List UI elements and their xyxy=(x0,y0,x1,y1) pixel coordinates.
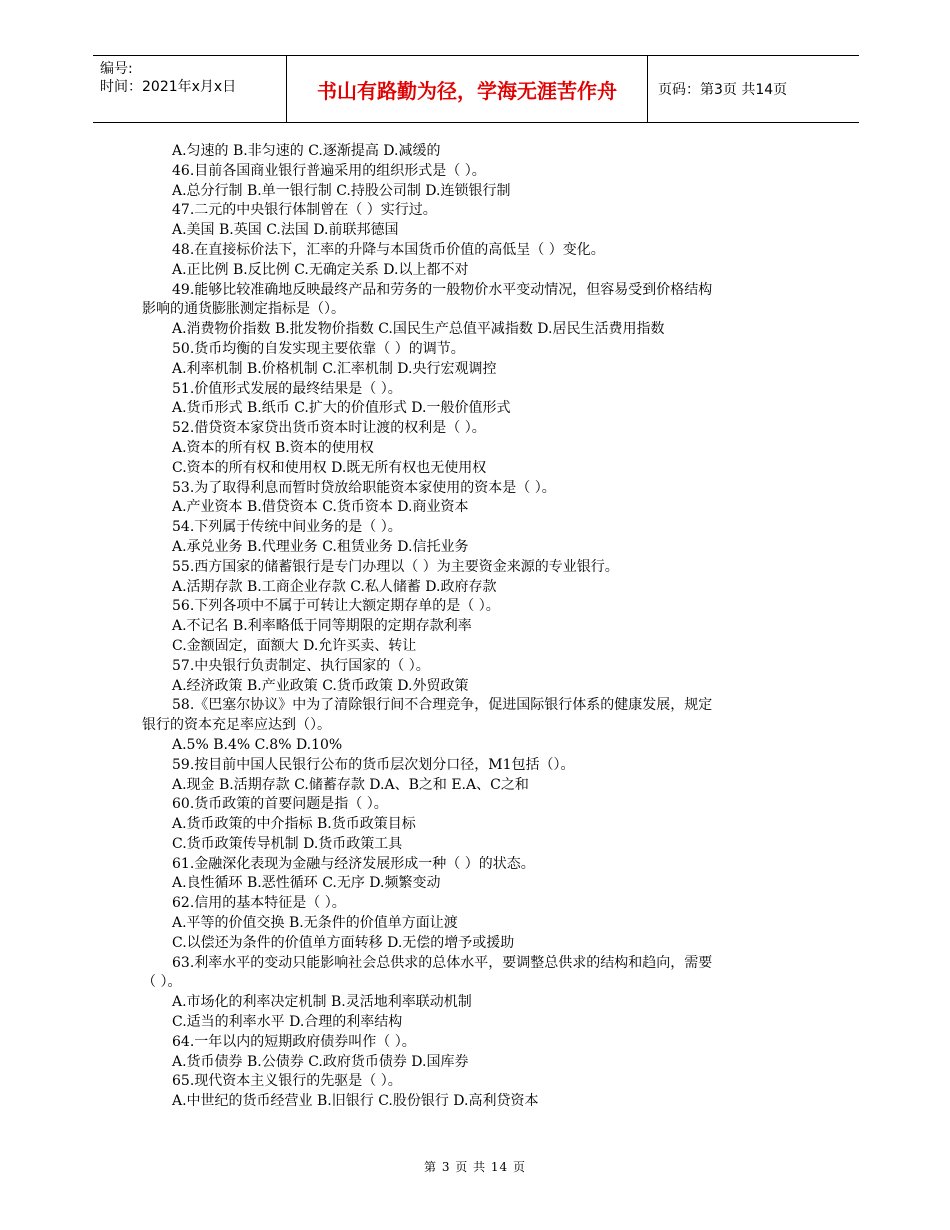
text-line: C.金额固定，面额大 D.允许买卖、转让 xyxy=(172,637,417,654)
text-line: A.承兑业务 B.代理业务 C.租赁业务 D.信托业务 xyxy=(172,538,469,555)
text-line: 52.借贷资本家贷出货币资本时让渡的权利是（ ）。 xyxy=(172,420,486,437)
text-line: A.总分行制 B.单一银行制 C.持股公司制 D.连锁银行制 xyxy=(172,182,511,199)
text-line: 58.《巴塞尔协议》中为了清除银行间不合理竞争，促进国际银行体系的健康发展，规定 xyxy=(172,697,713,714)
text-line: 54.下列属于传统中间业务的是（ ）。 xyxy=(172,519,402,536)
text-line: A.货币政策的中介指标 B.货币政策目标 xyxy=(172,816,416,833)
text-line: C.适当的利率水平 D.合理的利率结构 xyxy=(172,1014,403,1031)
text-line: C.货币政策传导机制 D.货币政策工具 xyxy=(172,835,403,852)
header-motto: 书山有路勤为径，学海无涯苦作舟 xyxy=(317,78,617,103)
document-time-label: 时间：2021年x月x日 xyxy=(100,79,237,95)
text-line: A.利率机制 B.价格机制 C.汇率机制 D.央行宏观调控 xyxy=(172,360,497,377)
text-line: A.匀速的 B.非匀速的 C.逐渐提高 D.减缓的 xyxy=(172,143,441,159)
page-footer: 第 3 页 共 14 页 xyxy=(424,1160,526,1174)
text-line: （ ）。 xyxy=(142,974,182,991)
text-line: 59.按目前中国人民银行公布的货币层次划分口径，M1包括（）。 xyxy=(172,756,575,773)
text-line: A.5% B.4% C.8% D.10% xyxy=(172,736,343,753)
text-line: A.不记名 B.利率略低于同等期限的定期存款利率 xyxy=(172,618,472,635)
text-line: A.美国 B.英国 C.法国 D.前联邦德国 xyxy=(172,222,399,239)
page-header xyxy=(93,55,859,123)
text-line: 65.现代资本主义银行的先驱是（ ）。 xyxy=(172,1073,402,1090)
text-line: A.货币债券 B.公债券 C.政府货币债券 D.国库券 xyxy=(172,1053,469,1070)
text-line: A.经济政策 B.产业政策 C.货币政策 D.外贸政策 xyxy=(172,677,469,694)
text-line: A.平等的价值交换 B.无条件的价值单方面让渡 xyxy=(172,915,458,932)
text-line: 61.金融深化表现为金融与经济发展形成一种（ ）的状态。 xyxy=(172,855,535,872)
text-line: A.产业资本 B.借贷资本 C.货币资本 D.商业资本 xyxy=(172,499,469,516)
text-line: A.活期存款 B.工商企业存款 C.私人储蓄 D.政府存款 xyxy=(172,578,497,595)
text-line: A.现金 B.活期存款 C.储蓄存款 D.A、B之和 E.A、C之和 xyxy=(172,776,529,793)
text-line: A.消费物价指数 B.批发物价指数 C.国民生产总值平减指数 D.居民生活费用指数 xyxy=(172,321,665,338)
text-line: A.市场化的利率决定机制 B.灵活地利率联动机制 xyxy=(172,994,472,1011)
text-line: A.中世纪的货币经营业 B.旧银行 C.股份银行 D.高利贷资本 xyxy=(172,1093,539,1110)
text-line: A.货币形式 B.纸币 C.扩大的价值形式 D.一般价值形式 xyxy=(172,400,511,417)
text-line: 55.西方国家的储蓄银行是专门办理以（ ）为主要资金来源的专业银行。 xyxy=(172,558,619,575)
text-line: 51.价值形式发展的最终结果是（ ）。 xyxy=(172,380,402,397)
text-line: 63.利率水平的变动只能影响社会总供求的总体水平，要调整总供求的结构和趋向，需要 xyxy=(172,954,713,971)
text-line: C.以偿还为条件的价值单方面转移 D.无偿的增予或援助 xyxy=(172,934,515,951)
header-page-info: 页码：第3页 共14页 xyxy=(658,82,788,98)
text-line: A.正比例 B.反比例 C.无确定关系 D.以上都不对 xyxy=(172,261,469,278)
question-body xyxy=(142,142,802,1112)
text-line: 48.在直接标价法下，汇率的升降与本国货币价值的高低呈（ ）变化。 xyxy=(172,241,605,258)
text-line: 53.为了取得利息而暂时贷放给职能资本家使用的资本是（ ）。 xyxy=(172,479,556,496)
text-line: 64.一年以内的短期政府债券叫作（ ）。 xyxy=(172,1033,416,1050)
text-line: 影响的通货膨胀测定指标是（）。 xyxy=(142,301,345,318)
text-line: A.良性循环 B.恶性循环 C.无序 D.频繁变动 xyxy=(172,875,441,892)
text-line: 银行的资本充足率应达到（）。 xyxy=(142,717,331,734)
text-line: 50.货币均衡的自发实现主要依靠（ ）的调节。 xyxy=(172,340,465,357)
text-line: C.资本的所有权和使用权 D.既无所有权也无使用权 xyxy=(172,459,487,476)
text-line: 57.中央银行负责制定、执行国家的（ ）。 xyxy=(172,657,430,674)
header-meta xyxy=(100,60,286,96)
document-number-label: 编号: xyxy=(100,61,133,77)
text-line: A.资本的所有权 B.资本的使用权 xyxy=(172,439,374,456)
text-line: 46.目前各国商业银行普遍采用的组织形式是（ ）。 xyxy=(172,162,486,179)
text-line: 49.能够比较准确地反映最终产品和劳务的一般物价水平变动情况，但容易受到价格结构 xyxy=(172,281,713,298)
text-line: 62.信用的基本特征是（ ）。 xyxy=(172,895,346,912)
text-line: 47.二元的中央银行体制曾在（ ）实行过。 xyxy=(172,202,437,219)
text-line: 56.下列各项中不属于可转让大额定期存单的是（ ）。 xyxy=(172,598,500,615)
text-line: 60.货币政策的首要问题是指（ ）。 xyxy=(172,796,388,813)
